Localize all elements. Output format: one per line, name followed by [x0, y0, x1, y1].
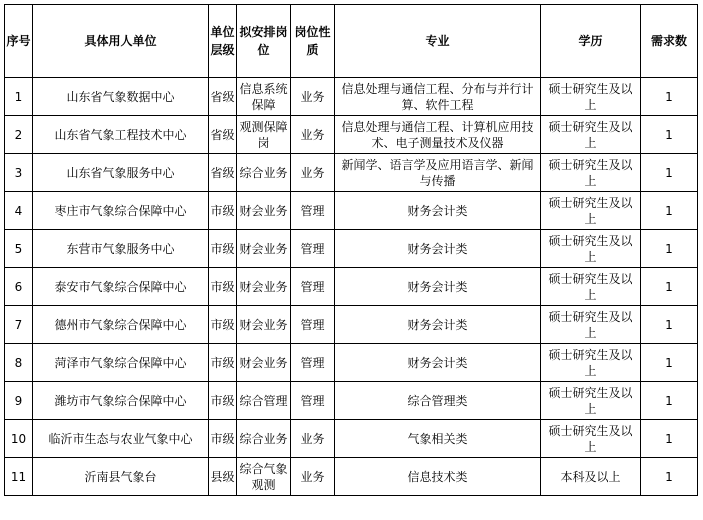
- cell-education: 硕士研究生及以上: [541, 230, 641, 268]
- cell-nature: 管理: [291, 230, 335, 268]
- col-header-demand: 需求数: [641, 5, 698, 78]
- cell-nature: 管理: [291, 306, 335, 344]
- cell-level: 市级: [209, 268, 237, 306]
- cell-unit: 山东省气象数据中心: [33, 78, 209, 116]
- cell-index: 10: [5, 420, 33, 458]
- cell-post: 综合业务: [237, 420, 291, 458]
- cell-demand: 1: [641, 116, 698, 154]
- cell-level: 市级: [209, 344, 237, 382]
- cell-major: 综合管理类: [335, 382, 541, 420]
- cell-post: 财会业务: [237, 268, 291, 306]
- cell-major: 财务会计类: [335, 344, 541, 382]
- cell-post: 财会业务: [237, 192, 291, 230]
- cell-demand: 1: [641, 78, 698, 116]
- cell-level: 市级: [209, 230, 237, 268]
- cell-nature: 业务: [291, 420, 335, 458]
- table-row: [5, 344, 698, 382]
- cell-major: 财务会计类: [335, 192, 541, 230]
- cell-unit: 山东省气象工程技术中心: [33, 116, 209, 154]
- cell-index: 2: [5, 116, 33, 154]
- recruitment-table: [4, 4, 698, 496]
- col-header-index: 序号: [5, 5, 33, 78]
- cell-level: 市级: [209, 420, 237, 458]
- cell-post: 综合管理: [237, 382, 291, 420]
- cell-major: 财务会计类: [335, 306, 541, 344]
- cell-nature: 管理: [291, 344, 335, 382]
- cell-education: 硕士研究生及以上: [541, 306, 641, 344]
- cell-education: 硕士研究生及以上: [541, 116, 641, 154]
- cell-major: 新闻学、语言学及应用语言学、新闻与传播: [335, 154, 541, 192]
- table-row: [5, 154, 698, 192]
- cell-index: 4: [5, 192, 33, 230]
- cell-demand: 1: [641, 154, 698, 192]
- cell-nature: 业务: [291, 116, 335, 154]
- cell-index: 3: [5, 154, 33, 192]
- cell-post: 观测保障岗: [237, 116, 291, 154]
- cell-major: 气象相关类: [335, 420, 541, 458]
- table-header-row: [5, 5, 698, 78]
- cell-demand: 1: [641, 306, 698, 344]
- cell-level: 市级: [209, 382, 237, 420]
- table-row: [5, 382, 698, 420]
- cell-nature: 管理: [291, 268, 335, 306]
- cell-unit: 临沂市生态与农业气象中心: [33, 420, 209, 458]
- cell-nature: 业务: [291, 458, 335, 496]
- table-row: [5, 420, 698, 458]
- col-header-post: 拟安排岗位: [237, 5, 291, 78]
- cell-major: 财务会计类: [335, 230, 541, 268]
- cell-education: 硕士研究生及以上: [541, 78, 641, 116]
- table-body: [5, 78, 698, 496]
- col-header-education: 学历: [541, 5, 641, 78]
- cell-demand: 1: [641, 382, 698, 420]
- cell-index: 9: [5, 382, 33, 420]
- cell-index: 8: [5, 344, 33, 382]
- cell-demand: 1: [641, 230, 698, 268]
- table-row: [5, 306, 698, 344]
- cell-major: 信息处理与通信工程、计算机应用技术、电子测量技术及仪器: [335, 116, 541, 154]
- table-row: [5, 116, 698, 154]
- cell-demand: 1: [641, 344, 698, 382]
- table-row: [5, 268, 698, 306]
- cell-nature: 管理: [291, 382, 335, 420]
- cell-demand: 1: [641, 192, 698, 230]
- cell-level: 省级: [209, 116, 237, 154]
- cell-education: 硕士研究生及以上: [541, 420, 641, 458]
- cell-post: 综合气象观测: [237, 458, 291, 496]
- cell-level: 市级: [209, 306, 237, 344]
- cell-education: 本科及以上: [541, 458, 641, 496]
- col-header-unit: 具体用人单位: [33, 5, 209, 78]
- cell-post: 综合业务: [237, 154, 291, 192]
- cell-unit: 泰安市气象综合保障中心: [33, 268, 209, 306]
- cell-education: 硕士研究生及以上: [541, 344, 641, 382]
- cell-index: 6: [5, 268, 33, 306]
- cell-major: 信息处理与通信工程、分布与并行计算、软件工程: [335, 78, 541, 116]
- cell-major: 信息技术类: [335, 458, 541, 496]
- table-row: [5, 458, 698, 496]
- cell-education: 硕士研究生及以上: [541, 382, 641, 420]
- cell-unit: 潍坊市气象综合保障中心: [33, 382, 209, 420]
- cell-index: 11: [5, 458, 33, 496]
- cell-nature: 业务: [291, 78, 335, 116]
- cell-level: 省级: [209, 154, 237, 192]
- cell-unit: 菏泽市气象综合保障中心: [33, 344, 209, 382]
- cell-unit: 沂南县气象台: [33, 458, 209, 496]
- recruitment-table-container: [4, 4, 698, 496]
- col-header-nature: 岗位性质: [291, 5, 335, 78]
- col-header-major: 专业: [335, 5, 541, 78]
- cell-major: 财务会计类: [335, 268, 541, 306]
- cell-index: 7: [5, 306, 33, 344]
- cell-demand: 1: [641, 420, 698, 458]
- cell-level: 省级: [209, 78, 237, 116]
- cell-post: 财会业务: [237, 306, 291, 344]
- cell-post: 财会业务: [237, 344, 291, 382]
- col-header-level: 单位层级: [209, 5, 237, 78]
- cell-nature: 管理: [291, 192, 335, 230]
- table-row: [5, 230, 698, 268]
- cell-post: 财会业务: [237, 230, 291, 268]
- table-row: [5, 192, 698, 230]
- table-row: [5, 78, 698, 116]
- cell-unit: 枣庄市气象综合保障中心: [33, 192, 209, 230]
- cell-post: 信息系统保障: [237, 78, 291, 116]
- cell-education: 硕士研究生及以上: [541, 192, 641, 230]
- cell-unit: 山东省气象服务中心: [33, 154, 209, 192]
- cell-level: 市级: [209, 192, 237, 230]
- cell-index: 5: [5, 230, 33, 268]
- cell-level: 县级: [209, 458, 237, 496]
- cell-unit: 东营市气象服务中心: [33, 230, 209, 268]
- cell-demand: 1: [641, 458, 698, 496]
- cell-nature: 业务: [291, 154, 335, 192]
- cell-index: 1: [5, 78, 33, 116]
- cell-demand: 1: [641, 268, 698, 306]
- cell-education: 硕士研究生及以上: [541, 154, 641, 192]
- cell-education: 硕士研究生及以上: [541, 268, 641, 306]
- cell-unit: 德州市气象综合保障中心: [33, 306, 209, 344]
